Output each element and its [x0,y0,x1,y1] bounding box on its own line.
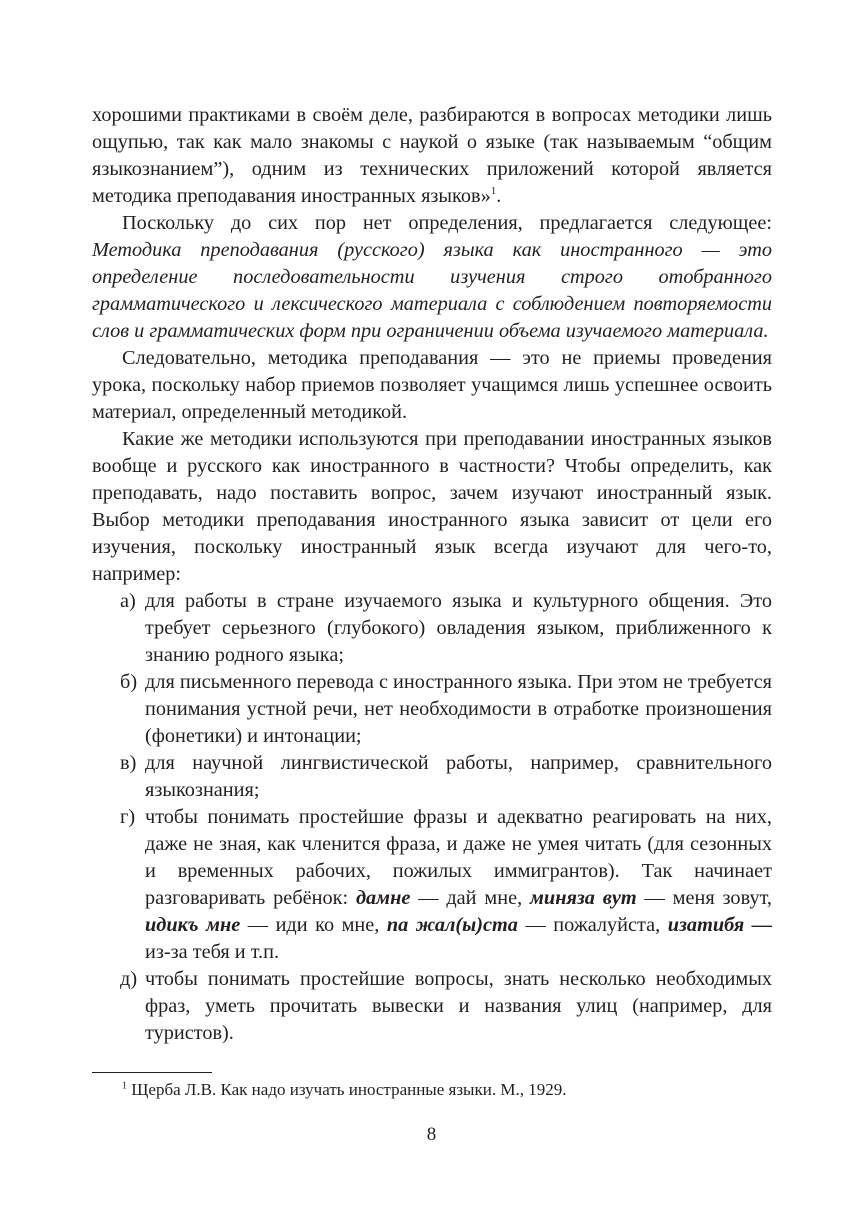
list-item: д) чтобы понимать простейшие вопросы, знать несколько необходимых фраз, уметь прочитать вывески и названия улиц (например, для туристов). [120,968,772,1044]
paragraph-4: Какие же методики используются при преподавании иностранных языков вообще и русского как иностранного в частности? Чтобы определить, как преподавать, надо поставить вопрос, зачем изучают иностранный язык. Выбор методики преподавания иностранного языка зависит от цели его изучения, поскольку иностранный язык всегда изучают для чего-то, например: [92,428,772,585]
example-word: дамне [355,887,411,909]
paragraph-3: Следовательно, методика преподавания — это не приемы проведения урока, поскольку набор приемов позволяет учащимся лишь успешнее освоить материал, определенный методикой. [92,347,772,423]
example-word: идикъ мне [145,914,241,936]
page-number: 8 [426,1124,437,1145]
definition: Методика преподавания (русского) языка как иностранного — это определение последовательности изучения строго отобранного грамматического и лексического материала с соблюдением повторяемости слов и грамматических форм при ограничении объема изучаемого материала. [92,239,772,342]
list-item: а) для работы в стране изучаемого языка и культурного общения. Это требует серьезного (глубокого) овладения языком, приближенного к знанию родного языка; [120,590,772,666]
list-item: в) для научной лингвистической работы, например, сравнительного языкознания; [120,752,772,801]
footnote-ref: 1 [490,185,497,198]
purpose-list [92,588,772,1047]
paragraph-1: хорошими практиками в своём деле, разбираются в вопросах методики лишь ощупью, так как мало знакомы с наукой о языке (так называемым “общим языкознанием”), одним из технических приложений которой является методика преподавания иностранных языков»$^1$. [92,104,772,207]
list-item: б) для письменного перевода с иностранного языка. При этом не требуется понимания устной речи, нет необходимости в отработке произношения (фонетики) и интонации; [120,671,772,747]
example-word: миняза вут [530,887,637,909]
example-word: изатибя — [667,914,772,936]
footnote-text: Щерба Л.В. Как надо изучать иностранные языки. М., 1929. [131,1080,567,1099]
footnote [122,1079,772,1101]
example-word: па жал(ы)ста [386,914,518,936]
list-item: г) чтобы понимать простейшие фразы и адекватно реагировать на них, даже не зная, как членится фраза, и даже не умея читать (для сезонных и временных рабочих, пожилых иммигрантов). Так начинает разговаривать ребёнок: дамне — дай мне, миняза вут — меня зовут, идикъ мне — иди ко мне, па жал(ы)ста — пожалуйста, изатибя — из-за тебя и т.п. [120,806,773,963]
paragraph-2: Поскольку до сих пор нет определения, предлагается следующее: Методика преподавания (русского) языка как иностранного — это определение последовательности изучения строго отобранного грамматического и лексического материала с соблюдением повторяемости слов и грамматических форм при ограничении объема изучаемого материала. [92,212,772,342]
footnote-divider [92,1072,212,1073]
body-text [92,102,772,1047]
footnote-number: 1 [122,1080,127,1092]
